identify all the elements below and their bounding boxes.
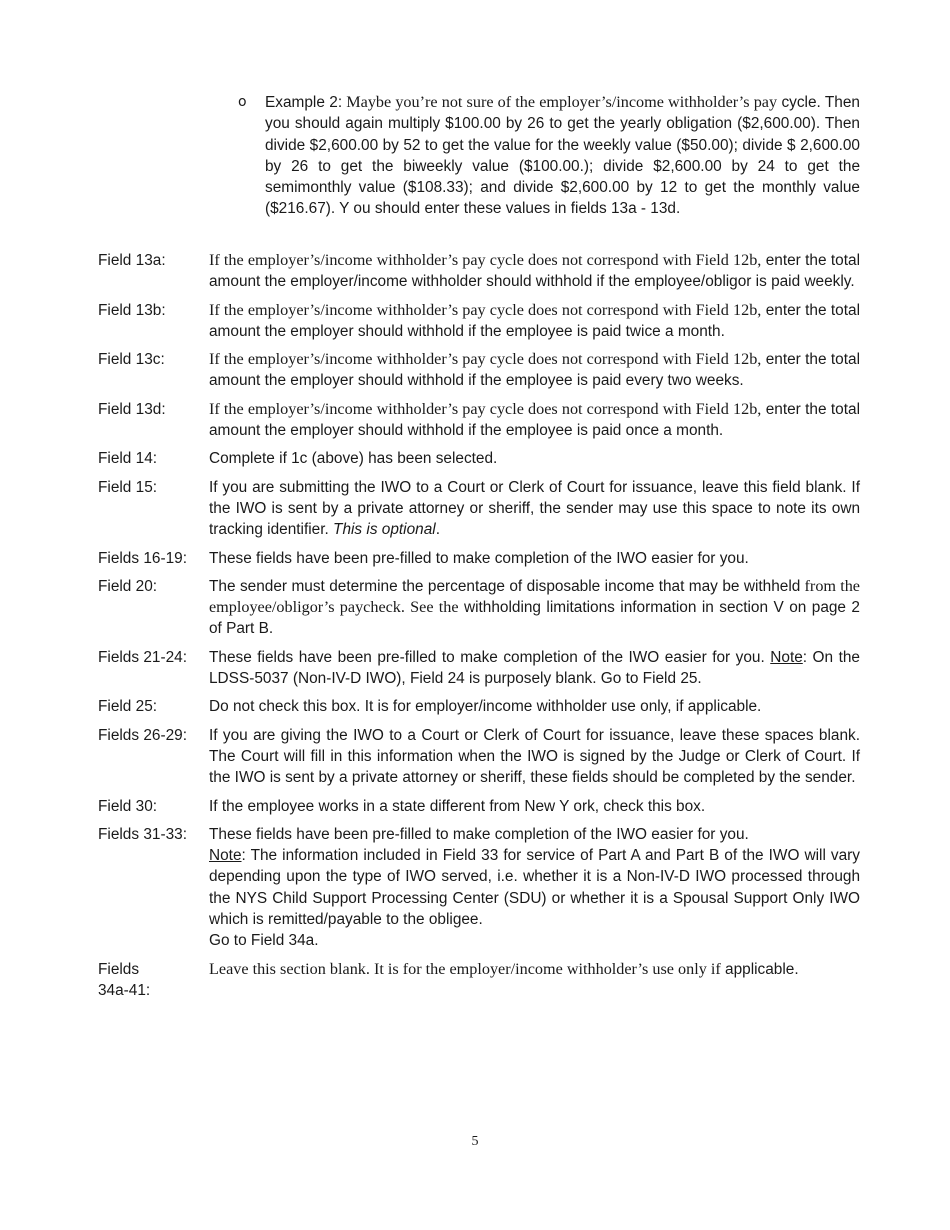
field-instructions-list: [98, 250, 860, 1008]
field-description: If the employer’s/income withholder’s pay cycle does not correspond with Field 12b, enter the total amount the employer should withhold if the employee is paid twice a month.: [209, 300, 860, 340]
field-label: Field 20:: [98, 577, 158, 595]
field-description: These fields have been pre-filled to make completion of the IWO easier for you.: [209, 549, 749, 567]
field-description: If you are submitting the IWO to a Court or Clerk of Court for issuance, leave this field blank. If the IWO is sent by a private attorney or sheriff, the sender may use this space to note its own tracking identifier. This is optional.: [209, 478, 860, 539]
field-description: If the employer’s/income withholder’s pay cycle does not correspond with Field 12b, enter the total amount the employer/income withholder should withhold if the employee/obligor is paid weekly.: [209, 251, 860, 291]
field-label: Fields 26-29:: [98, 726, 187, 744]
field-entry-30: [98, 796, 860, 817]
field-label: Field 13a:: [98, 252, 166, 269]
field-entry-13a: [98, 250, 860, 293]
field-description: Leave this section blank. It is for the employer/income withholder’s use only if applicable.: [209, 959, 799, 978]
field-entry-31-33: [98, 824, 860, 952]
field-entry-21-24: [98, 647, 860, 690]
field-description: If the employer’s/income withholder’s pay cycle does not correspond with Field 12b, enter the total amount the employer should withhold if the employee is paid every two weeks.: [209, 350, 860, 390]
note-label: Note: [209, 847, 242, 865]
field-label: Fields 16-19:: [98, 549, 187, 567]
field-label: Fields 34a-41:: [98, 960, 151, 999]
example-2-rest: cycle. Then you should again multiply $100.00 by 26 to get the yearly obligation ($2,600.00). Then divide $2,600.00 by 52 to get the value for the weekly value ($50.00); divide $ 2,600.00 by 26 to get the biweekly value ($100.00.); divide $2,600.00 by 24 to get the semimonthly value ($108.33); and divide $2,600.00 by 12 to get the monthly value ($216.67). Y ou should enter these values in fields 13a - 13d.: [265, 94, 860, 218]
field-entry-13b: [98, 300, 860, 343]
field-description: If the employer’s/income withholder’s pay cycle does not correspond with Field 12b, enter the total amount the employer should withhold if the employee is paid once a month.: [209, 399, 860, 440]
note-label: Note: [770, 648, 803, 666]
field-label: Field 25:: [98, 698, 158, 716]
field-label: Field 13d:: [98, 400, 166, 418]
field-entry-16-19: [98, 548, 860, 569]
field-description: Do not check this box. It is for employer/income withholder use only, if applicable.: [209, 698, 762, 716]
bullet-marker: o: [238, 94, 247, 110]
field-label: Field 30:: [98, 797, 158, 815]
field-description: Complete if 1c (above) has been selected.: [209, 450, 498, 468]
field-label: Field 15:: [98, 478, 158, 496]
field-label: Field 13b:: [98, 301, 166, 319]
goto-instruction: Go to Field 34a.: [209, 932, 319, 950]
field-entry-15: [98, 477, 860, 541]
field-entry-13c: [98, 349, 860, 392]
field-description: These fields have been pre-filled to make completion of the IWO easier for you. Note: The information included in Field 33 for service of Part A and Part B of the IWO will vary depending upon the type of IWO served, i.e. whether it is a Non-IV-D IWO processed through the NYS Child Support Processing Center (SDU) or whether it is a Spousal Support Only IWO which is remitted/payable to the obligee. Go to Field 34a.: [209, 824, 860, 952]
example-2-text: [265, 92, 860, 220]
field-entry-34a-41: [98, 959, 860, 1002]
example-2-bullet: [238, 92, 860, 220]
field-label: Fields 21-24:: [98, 648, 187, 666]
example-2-lead: Maybe you’re not sure of the employer’s/income withholder’s pay: [342, 93, 778, 111]
field-entry-20: [98, 576, 860, 640]
field-description: These fields have been pre-filled to make completion of the IWO easier for you. Note: On the LDSS-5037 (Non-IV-D IWO), Field 24 is purposely blank. Go to Field 25.: [209, 648, 860, 688]
field-description: The sender must determine the percentage of disposable income that may be withheld from the employee/obligor’s paycheck. See the withholding limitations information in section V on page 2 of Part B.: [209, 576, 860, 638]
field-entry-26-29: [98, 725, 860, 789]
field-entry-14: [98, 448, 860, 469]
field-entry-13d: [98, 399, 860, 442]
example-2-label: Example 2:: [265, 94, 343, 111]
field-label: Field 14:: [98, 450, 158, 468]
field-entry-25: [98, 696, 860, 717]
field-description: If the employee works in a state different from New Y ork, check this box.: [209, 797, 706, 815]
field-label: Field 13c:: [98, 351, 165, 369]
optional-note: This is optional: [333, 521, 436, 539]
field-label: Fields 31-33:: [98, 825, 187, 843]
field-description: If you are giving the IWO to a Court or Clerk of Court for issuance, leave these spaces blank. The Court will fill in this information when the IWO is signed by the Judge or Clerk of Court. If the IWO is sent by a private attorney or sheriff, these fields should be completed by the sender.: [209, 726, 860, 787]
page-number: 5: [471, 1134, 479, 1149]
